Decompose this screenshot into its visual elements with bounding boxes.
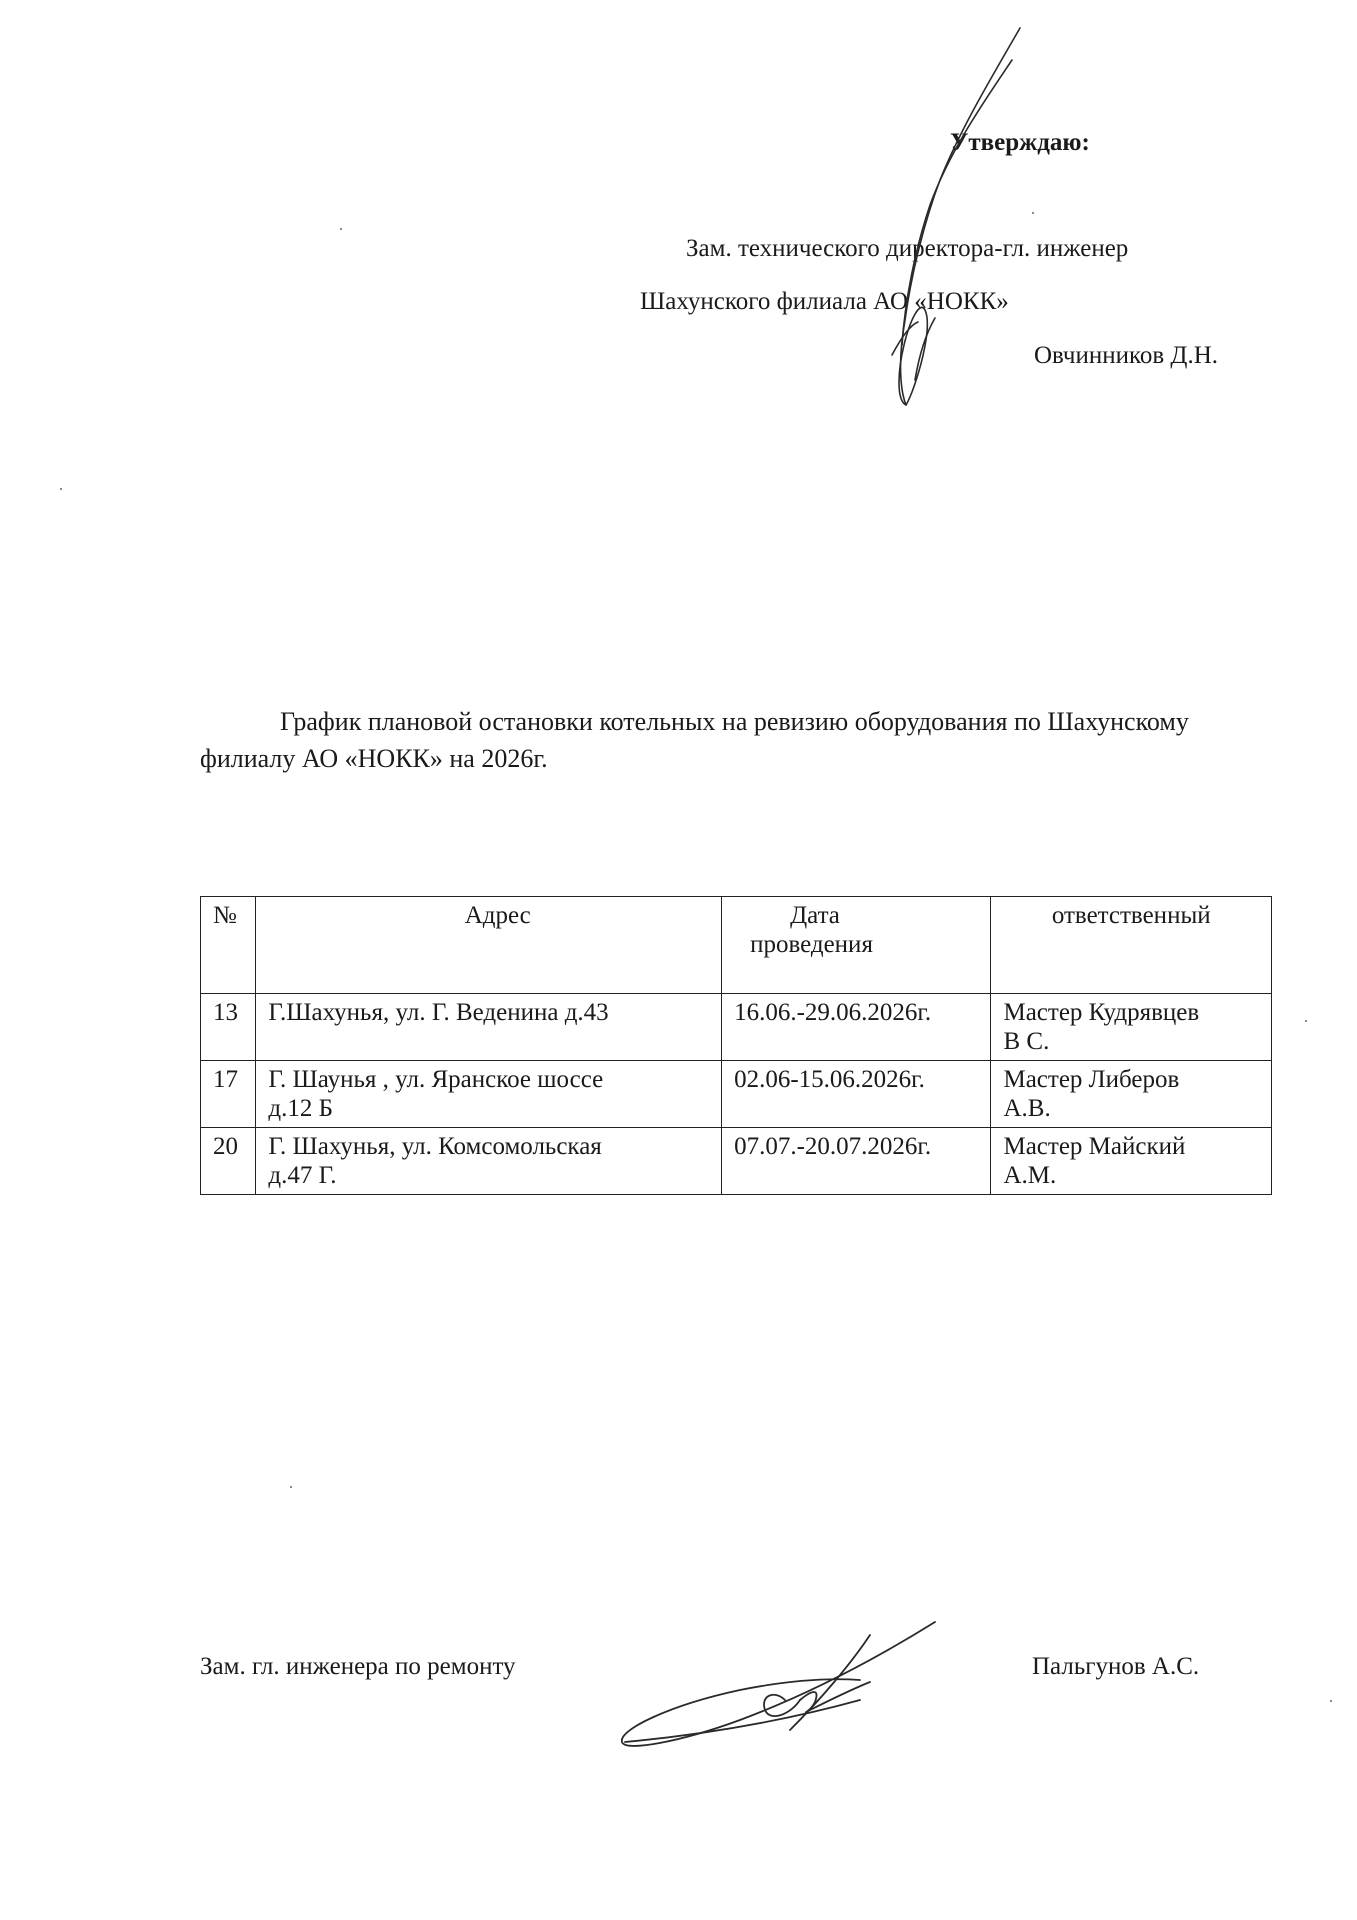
approver-position-line1: Зам. технического директора-гл. инженер <box>686 235 1129 262</box>
cell-address-line2: д.12 Б <box>268 1095 333 1122</box>
cell-responsible-line2: А.М. <box>1003 1162 1057 1189</box>
scan-speck <box>1330 1700 1332 1702</box>
cell-date: 02.06-15.06.2026г. <box>722 1061 991 1128</box>
approval-label: Утверждаю: <box>950 129 1090 156</box>
cell-responsible-line2: А.В. <box>1003 1095 1051 1122</box>
cell-responsible-line1: Мастер Майский <box>1003 1133 1186 1160</box>
scan-speck <box>60 488 62 490</box>
footer-role: Зам. гл. инженера по ремонту <box>200 1653 516 1680</box>
cell-address-line1: Г. Шаунья , ул. Яранское шоссе <box>268 1066 604 1093</box>
scan-speck <box>340 228 342 230</box>
approver-name: Овчинников Д.Н. <box>1034 342 1219 369</box>
cell-responsible-line2: В С. <box>1003 1028 1050 1055</box>
cell-responsible-line1: Мастер Либеров <box>1003 1066 1180 1093</box>
cell-address-line2: д.47 Г. <box>268 1162 337 1189</box>
scan-speck <box>290 1486 292 1488</box>
header-address: Адрес <box>256 897 722 994</box>
header-responsible: ответственный <box>991 897 1272 994</box>
footer-name: Пальгунов А.С. <box>1032 1653 1200 1680</box>
scan-speck <box>1305 1020 1307 1022</box>
header-date-line2: проведения <box>750 931 873 958</box>
header-date-line1: Дата <box>790 902 840 929</box>
cell-num: 17 <box>201 1061 256 1128</box>
cell-responsible-line1: Мастер Кудрявцев <box>1003 999 1200 1026</box>
cell-date: 16.06.-29.06.2026г. <box>722 994 991 1061</box>
scan-speck <box>1032 212 1034 214</box>
header-num: № <box>201 897 256 994</box>
cell-num: 20 <box>201 1128 256 1195</box>
document-title-line1: График плановой остановки котельных на ревизию оборудования по Шахунскому <box>280 707 1189 736</box>
cell-address-line1: Г.Шахунья, ул. Г. Веденина д.43 <box>268 999 609 1026</box>
cell-date: 07.07.-20.07.2026г. <box>722 1128 991 1195</box>
document-title-line2: филиалу АО «НОКК» на 2026г. <box>200 744 548 773</box>
cell-address-line1: Г. Шахунья, ул. Комсомольская <box>268 1133 602 1160</box>
cell-num: 13 <box>201 994 256 1061</box>
approver-position-line2: Шахунского филиала АО «НОКК» <box>640 288 1009 315</box>
